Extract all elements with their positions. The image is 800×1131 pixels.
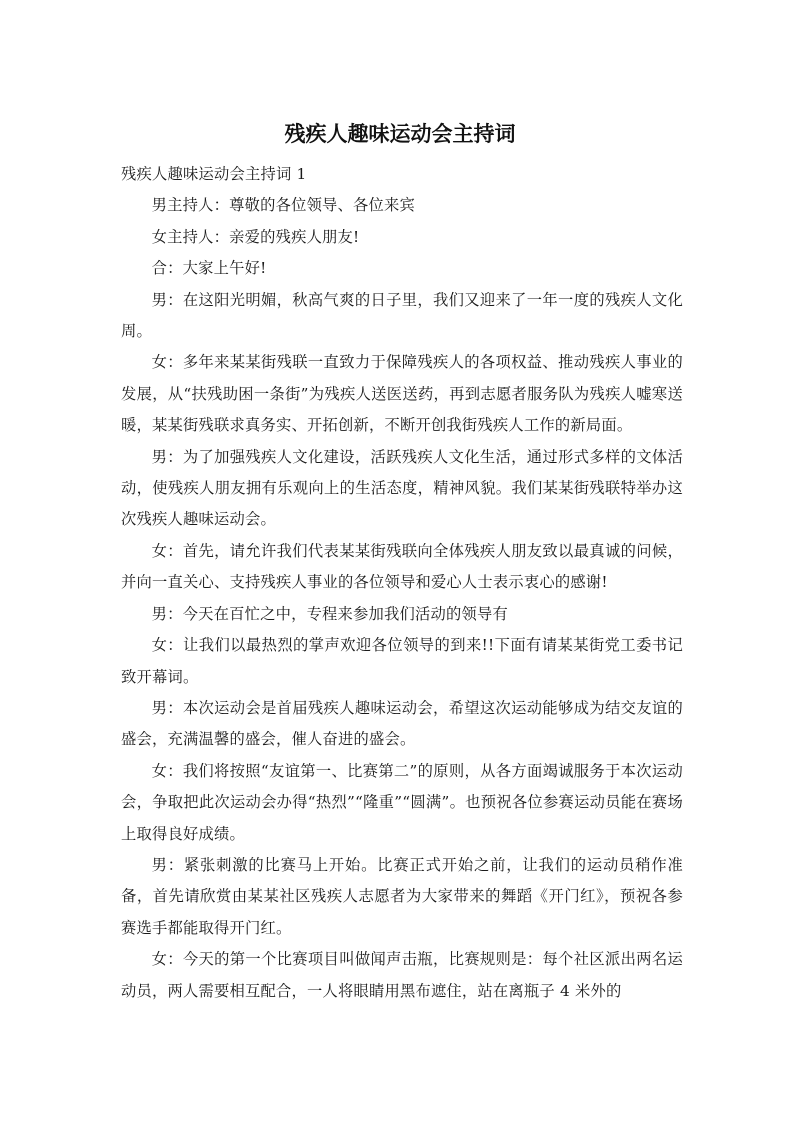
paragraph: 男：紧张刺激的比赛马上开始。比赛正式开始之前，让我们的运动员稍作准备，首先请欣赏由某某社区残疾人志愿者为大家带来的舞蹈《开门红》，预祝各参赛选手都能取得开门红。 [121, 855, 683, 937]
paragraph: 女：让我们以最热烈的掌声欢迎各位领导的到来!!下面有请某某街党工委书记致开幕词。 [121, 636, 683, 686]
paragraph: 女：我们将按照“友谊第一、比赛第二”的原则，从各方面竭诚服务于本次运动会，争取把此次运动会办得“热烈”“隆重”“圆满”。也预祝各位参赛运动员能在赛场上取得良好成绩。 [121, 761, 683, 843]
document-body [121, 159, 683, 1007]
paragraph: 女：首先，请允许我们代表某某街残联向全体残疾人朋友致以最真诚的问候，并向一直关心、支持残疾人事业的各位领导和爱心人士表示衷心的感谢! [121, 541, 683, 592]
paragraph: 女：多年来某某街残联一直致力于保障残疾人的各项权益、推动残疾人事业的发展，从“扶残助困一条街”为残疾人送医送药，再到志愿者服务队为残疾人嘘寒送暖，某某街残联求真务实、开拓创新，不断开创我街残疾人工作的新局面。 [121, 353, 683, 435]
paragraph: 男：为了加强残疾人文化建设，活跃残疾人文化生活，通过形式多样的文体活动，使残疾人朋友拥有乐观向上的生活态度，精神风貌。我们某某街残联特举办这次残疾人趣味运动会。 [121, 447, 683, 529]
paragraph: 女：今天的第一个比赛项目叫做闻声击瓶，比赛规则是：每个社区派出两名运动员，两人需要相互配合，一人将眼睛用黑布遮住，站在离瓶子 4 米外的 [121, 950, 683, 1000]
paragraph: 合：大家上午好! [151, 259, 267, 278]
paragraph: 女主持人：亲爱的残疾人朋友! [151, 227, 360, 246]
paragraph: 男：在这阳光明媚，秋高气爽的日子里，我们又迎来了一年一度的残疾人文化周。 [121, 290, 683, 341]
paragraph: 男主持人：尊敬的各位领导、各位来宾 [151, 196, 416, 215]
paragraph: 男：今天在百忙之中，专程来参加我们活动的领导有 [151, 604, 509, 623]
paragraph: 男：本次运动会是首届残疾人趣味运动会，希望这次运动能够成为结交友谊的盛会，充满温馨的盛会，催人奋进的盛会。 [121, 698, 683, 749]
paragraph: 残疾人趣味运动会主持词 1 [121, 165, 307, 183]
document-title: 残疾人趣味运动会主持词 [284, 122, 516, 146]
